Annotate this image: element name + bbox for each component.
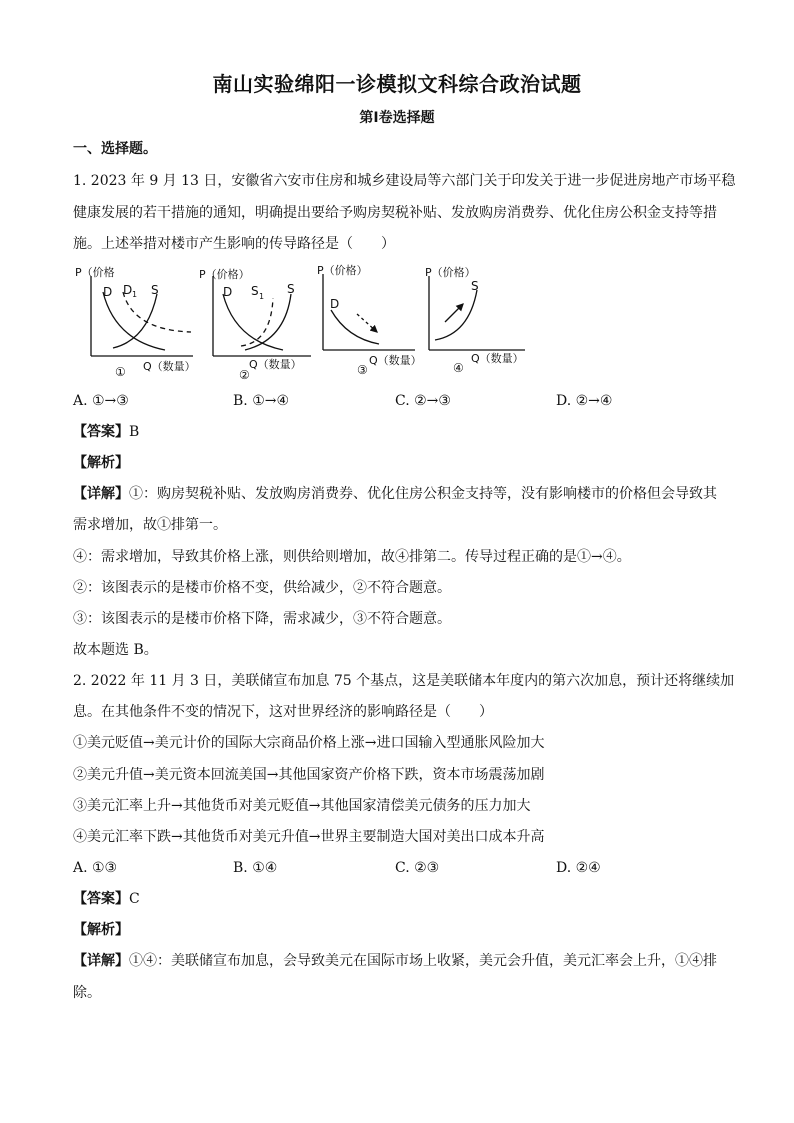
fig2-number: ② [239,368,250,382]
fig4-number: ④ [453,361,464,375]
page-title: 南山实验绵阳一诊模拟文科综合政治试题 [212,72,582,96]
fig1-d1-sub: 1 [132,290,138,299]
fig1-d1-label: D [123,283,133,297]
q2-option-b: B. ①④ [233,860,278,876]
fig2-s1-sub: 1 [259,292,265,301]
q2-stem-line-2: 息。在其他条件不变的情况下，这对世界经济的影响路径是（ ） [73,704,493,720]
fig2-s-label: S [287,282,295,296]
q1-detail-line-3: ④：需求增加，导致其价格上涨，则供给则增加，故④排第二。传导过程正确的是①→④。 [73,549,631,565]
fig1-p-label: P（价格 [75,266,115,279]
fig4-p-label: P（价格） [425,266,476,279]
fig4-supply-curve [435,290,477,340]
q1-detail-line-4: ②：该图表示的是楼市价格不变，供给减少，②不符合题意。 [73,580,451,596]
fig3-q-label: Q（数量） [369,354,422,367]
figure-1 [75,265,196,379]
fig2-supply-curve [245,294,291,350]
q2-detail-line-2: 除。 [73,985,101,1001]
fig1-s-label: S [151,283,159,297]
fig2-q-label: Q（数量） [249,358,302,371]
fig4-q-label: Q（数量） [471,352,524,365]
figure-3 [317,263,422,377]
q1-detail-label: 【详解】 [73,486,129,502]
fig4-up-arrow [445,304,463,322]
figure-4 [425,265,525,375]
q2-option-d: D. ②④ [556,860,601,876]
fig2-s1-label: S [251,284,259,298]
q1-figures [73,262,633,384]
q1-answer-label: 【答案】 [73,424,129,440]
section-heading: 一、选择题。 [73,141,157,157]
q2-detail-text-1: ①④：美联储宣布加息，会导致美元在国际市场上收紧，美元会升值，美元汇率会上升，①④排 [129,953,717,969]
q1-option-a: A. ①→③ [73,393,129,409]
fig2-d-label: D [223,285,233,299]
q2-answer-value: C [129,891,140,907]
q1-answer [73,422,139,442]
q1-option-b: B. ①→④ [233,393,290,409]
q2-option-a: A. ①③ [73,860,118,876]
q1-detail-text-1: ①：购房契税补贴、发放购房消费券、优化住房公积金支持等，没有影响楼市的价格但会导致其 [129,486,717,502]
q2-statement-4: ④美元汇率下跌→其他货币对美元升值→世界主要制造大国对美出口成本升高 [73,829,545,845]
fig4-s-label: S [471,279,479,293]
fig1-d-label: D [103,285,113,299]
supply-demand-diagrams [73,262,633,384]
q1-analysis-label: 【解析】 [73,455,129,471]
q2-statement-1: ①美元贬值→美元计价的国际大宗商品价格上涨→进口国输入型通胀风险加大 [73,735,545,751]
q2-detail-label: 【详解】 [73,953,129,969]
q1-detail-line-2: 需求增加，故①排第一。 [73,517,227,533]
q1-detail-line-1 [73,484,717,504]
fig3-p-label: P（价格） [317,264,368,277]
q1-detail-line-6: 故本题选 B。 [73,642,158,658]
q2-answer-label: 【答案】 [73,891,129,907]
q2-detail-line-1 [73,951,717,971]
q1-option-c: C. ②→③ [395,393,451,409]
fig3-down-arrow [357,314,377,332]
q2-stem-line-1: 2. 2022 年 11 月 3 日，美联储宣布加息 75 个基点，这是美联储本年度内的第六次加息，预计还将继续加 [73,673,735,689]
fig3-number: ③ [357,363,368,377]
q2-statement-3: ③美元汇率上升→其他货币对美元贬值→其他国家清偿美元债务的压力加大 [73,798,531,814]
figure-2 [199,267,311,382]
fig1-q-label: Q（数量） [143,360,196,373]
q1-option-d: D. ②→④ [556,393,613,409]
q1-stem-line-3: 施。上述举措对楼市产生影响的传导路径是（ ） [73,236,395,252]
q1-stem-line-2: 健康发展的若干措施的通知，明确提出要给予购房契税补贴、发放购房消费券、优化住房公积金支持等措 [73,205,717,221]
q2-option-c: C. ②③ [395,860,440,876]
q2-analysis-label: 【解析】 [73,922,129,938]
q2-statement-2: ②美元升值→美元资本回流美国→其他国家资产价格下跌，资本市场震荡加剧 [73,767,545,783]
q1-detail-line-5: ③：该图表示的是楼市价格下降，需求减少，③不符合题意。 [73,611,451,627]
section-subtitle: 第Ⅰ卷选择题 [359,110,435,126]
fig1-number: ① [115,365,126,379]
fig3-d-label: D [330,297,340,311]
q1-stem-line-1: 1. 2023 年 9 月 13 日，安徽省六安市住房和城乡建设局等六部门关于印发关于进一步促进房地产市场平稳 [73,173,736,189]
fig2-p-label: P（价格） [199,268,250,281]
q2-answer [73,889,140,909]
q1-answer-value: B [129,424,140,440]
fig1-supply-curve [113,294,157,348]
